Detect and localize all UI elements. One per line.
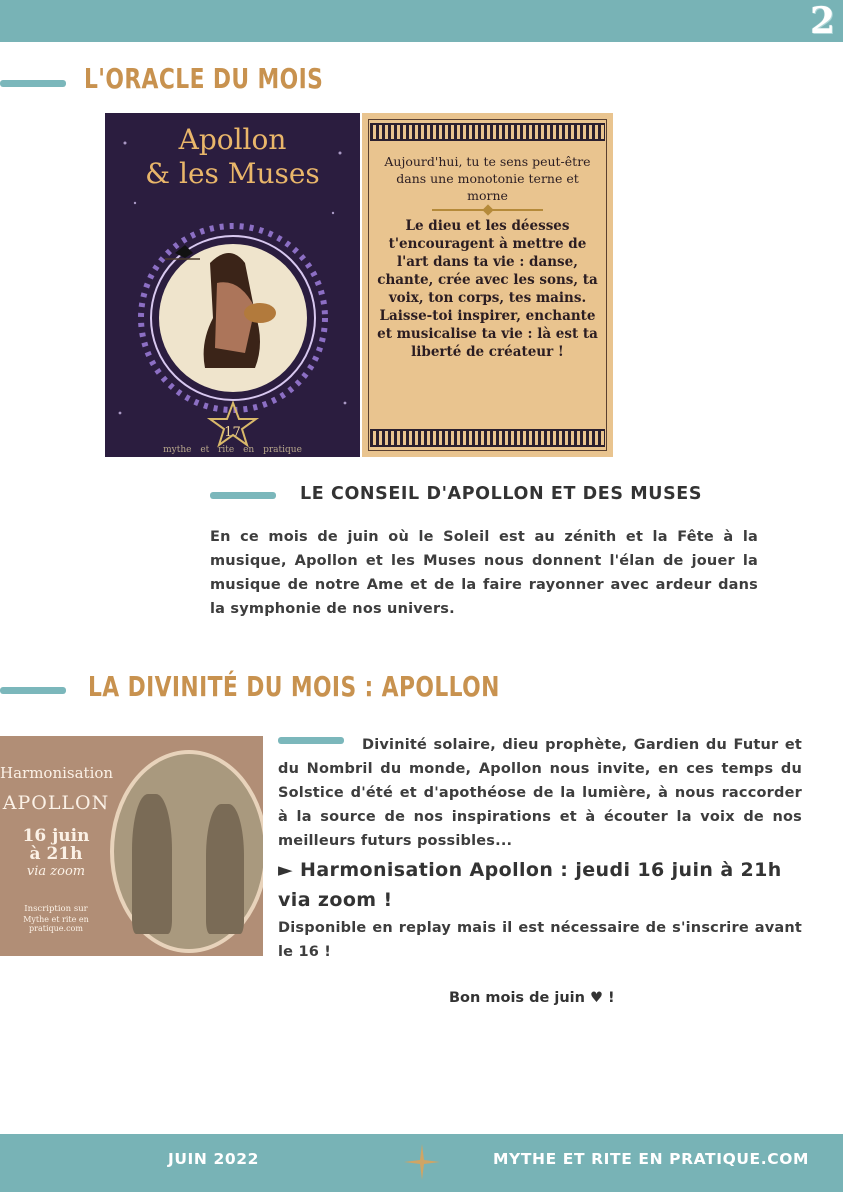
card-main-text: Le dieu et les déesses t'encouragent à mettre de l'art dans ta vie : danse, chante, crée avec les sons, ta voix, ton corps, tes mains. Laisse-toi inspirer, enchante et musicalise ta vie : là est ta liberté de créateur ! (377, 218, 598, 360)
harmonisation-image (0, 736, 263, 956)
harmo-line6: Inscription sur (24, 904, 88, 914)
card-separator (432, 209, 543, 211)
greek-border-bottom (370, 429, 605, 447)
relief-figure (206, 804, 244, 934)
card-intro-text: Aujourd'hui, tu te sens peut-être dans une monotonie terne et morne (384, 154, 591, 203)
card-number: 17 (224, 425, 241, 440)
oracle-card-text (362, 113, 613, 457)
footer-site: MYTHE ET RITE EN PRATIQUE.COM (493, 1150, 809, 1168)
harmo-line1: Harmonisation (0, 764, 114, 782)
greek-border-top (370, 123, 605, 141)
card-title-line2: & les Muses (145, 157, 320, 190)
section-dash (0, 687, 66, 694)
star-icon (402, 1142, 442, 1182)
replay-note: Disponible en replay mais il est nécessaire de s'inscrire avant le 16 ! (278, 920, 802, 960)
divinite-section-title: LA DIVINITÉ DU MOIS : APOLLON (88, 670, 500, 703)
section-dash (0, 80, 66, 87)
harmonisation-event: ► Harmonisation Apollon : jeudi 16 juin à 21h via zoom ! (278, 859, 782, 911)
top-bar (0, 0, 843, 42)
subsection-dash (210, 492, 276, 499)
conseil-title: LE CONSEIL D'APOLLON ET DES MUSES (300, 484, 703, 504)
footer-bar (0, 1134, 843, 1192)
divinite-paragraph: Divinité solaire, dieu prophète, Gardien du Futur et du Nombril du monde, Apollon nous invite, en ces temps du Solstice d'été et d'apothéose de la lumière, à nous raccorder à la source de nos inspirations et à écouter la voix de nos meilleurs futurs possibles... (278, 737, 802, 849)
oracle-section-title: L'ORACLE DU MOIS (84, 62, 324, 95)
harmo-line3: 16 juin (22, 826, 90, 846)
footer-date: JUIN 2022 (168, 1150, 260, 1168)
oracle-card-illustration (105, 113, 360, 457)
page-number: 2 (809, 0, 835, 42)
conseil-paragraph: En ce mois de juin où le Soleil est au zénith et la Fête à la musique, Apollon et les Muses nous donnent l'élan de jouer la musique de notre Ame et de la faire rayonner avec ardeur dans la symphonie de nos univers. (210, 529, 758, 617)
harmo-line2: APOLLON (2, 792, 110, 814)
harmo-line5: via zoom (26, 864, 86, 879)
harmo-line7: Mythe et rite en pratique.com (23, 915, 89, 933)
closing-wish: Bon mois de juin ♥ ! (449, 990, 615, 1006)
card-title-line1: Apollon (178, 123, 287, 156)
relief-figure (132, 794, 172, 934)
relief-medallion (110, 750, 263, 953)
card-footer: mythe et rite en pratique (163, 445, 302, 455)
apollo-medallion-illustration (105, 113, 360, 457)
harmo-line4: à 21h (29, 844, 83, 864)
